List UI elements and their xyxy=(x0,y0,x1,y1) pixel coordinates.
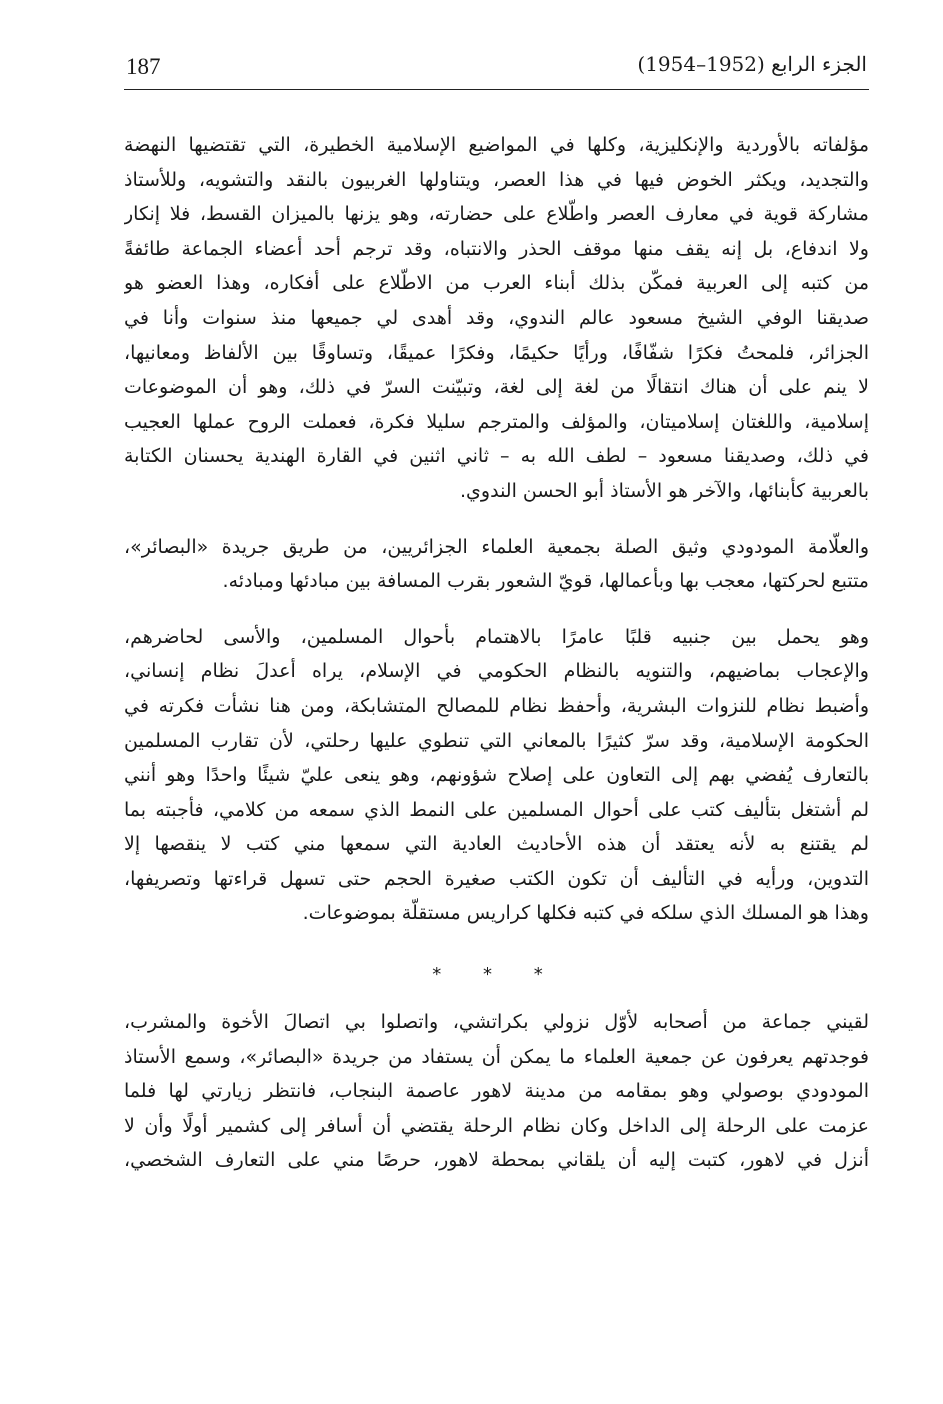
paragraph-1 xyxy=(124,128,869,509)
page-header xyxy=(124,52,869,86)
text-line: مشاركة قوية في معارف العصر واطّلاع على حضارته، وهو يزنها بالميزان القسط، فلا إنكار xyxy=(124,203,869,226)
header-rule xyxy=(124,89,869,90)
text-line: وهذا هو المسلك الذي سلكه في كتبه فكلها كراريس مستقلّة بموضوعات. xyxy=(302,902,869,925)
text-line: لم يقتنع به لأنه يعتقد أن هذه الأحاديث العادية التي سمعها مني كتب لا ينقصها إلا xyxy=(124,833,869,856)
text-line: والإعجاب بماضيهم، والتنويه بالنظام الحكومي في الإسلام، يراه أعدلَ نظام إنساني، xyxy=(124,660,869,683)
running-title: الجزء الرابع (1952–1954) xyxy=(637,52,867,76)
text-line: صديقنا الوفي الشيخ مسعود عالم الندوي، وقد أهدى لي جميعها منذ سنوات وأنا في xyxy=(124,306,869,329)
text-line: مؤلفاته بالأوردية والإنكليزية، وكلها في المواضيع الإسلامية الخطيرة، التي تقتضيها النهضة xyxy=(124,134,869,156)
text-line: متتبع لحركتها، معجب بها وبأعمالها، قويّ الشعور بقرب المسافة بين مبادئها ومبادئه. xyxy=(222,570,869,593)
text-line: بالعربية كأبنائها، والآخر هو الأستاذ أبو الحسن الندوي. xyxy=(460,479,869,502)
paragraph-4 xyxy=(124,1005,869,1178)
section-separator: * * * xyxy=(432,964,561,986)
text-line: إسلامية، واللغتان إسلاميتان، والمؤلف والمترجم سليلا فكرة، فعملت الروح عملها العجيب xyxy=(124,410,869,433)
text-line: والتجديد، ويكثر الخوض فيها في هذا العصر، ويتناولها الغربيون بالنقد والتشويه، وللأستاذ xyxy=(124,168,869,191)
text-line: التدوين، ورأيه في التأليف أن تكون الكتب صغيرة الحجم حتى تسهل قراءتها وتصريفها، xyxy=(124,867,869,890)
text-line: الجزائر، فلمحتُ فكرًا شفّافًا، ورأيًا حكيمًا، وفكرًا عميقًا، وتساوقًا بين الألفاظ ومعانيها، xyxy=(124,341,869,364)
text-line: لا ينم على أن هناك انتقالًا من لغة إلى لغة، وتبيّنت السرّ في ذلك، وهو أن الموضوعات xyxy=(124,376,869,399)
text-line: والعلّامة المودودي وثيق الصلة بجمعية العلماء الجزائريين، من طريق جريدة «البصائر»، xyxy=(124,535,869,558)
text-line: ولا اندفاع، بل إنه يقف منها موقف الحذر والانتباه، وقد ترجم أحد أعضاء الجماعة طائفةً xyxy=(124,237,869,260)
paragraph-3 xyxy=(124,620,869,931)
text-line: لقيني جماعة من أصحابه لأوّل نزولي بكراتشي، واتصلوا بي اتصالَ الأخوة والمشرب، xyxy=(124,1011,869,1034)
paragraph-2 xyxy=(124,530,869,599)
text-line: بالتعارف يُفضي بهم إلى التعاون على إصلاح شؤونهم، وهو ينعى عليّ شيئًا واحدًا وهو أنني xyxy=(124,764,869,787)
page-number: 187 xyxy=(126,54,161,79)
text-line: المودودي بوصولي وهو بمقامه من مدينة لاهور عاصمة البنجاب، فانتظر زيارتي لها فلما xyxy=(124,1080,869,1103)
text-line: فوجدتهم يعرفون عن جمعية العلماء ما يمكن أن يستفاد من جريدة «البصائر»، وسمع الأستاذ xyxy=(124,1045,869,1068)
text-line: أنزل في لاهور، كتبت إليه أن يلقاني بمحطة لاهور، حرصًا مني على التعارف الشخصي، xyxy=(124,1149,869,1172)
text-line: الحكومة الإسلامية، وقد سرّ كثيرًا بالمعاني التي تنطوي عليها رحلتي، لأن تقارب المسلمين xyxy=(124,729,869,752)
body-text xyxy=(124,128,869,1178)
text-line: من كتبه إلى العربية فمكّن بذلك أبناء العرب من الاطّلاع على أفكاره، وهذا العضو هو xyxy=(124,272,869,295)
text-line: لم أشتغل بتأليف كتب على أحوال المسلمين على النمط الذي سمعه من كلامي، فأجبته بما xyxy=(124,798,869,821)
paragraph-gap xyxy=(124,599,869,620)
text-line: وأضبط نظام للنزوات البشرية، وأحفظ نظام للمصالح المتشابكة، ومن هنا نشأت فكرته في xyxy=(124,694,869,717)
text-line: في ذلك، وصديقنا مسعود – لطف الله به – ثاني اثنين في القارة الهندية يحسنان الكتابة xyxy=(124,445,869,468)
paragraph-gap xyxy=(124,509,869,530)
text-line: عزمت على الرحلة إلى الداخل وكان نظام الرحلة يقتضي أن أسافر إلى كشمير أولًا وأن لا xyxy=(124,1114,869,1137)
text-line: وهو يحمل بين جنبيه قلبًا عامرًا بالاهتمام بأحوال المسلمين، والأسى لحاضرهم، xyxy=(124,625,869,648)
